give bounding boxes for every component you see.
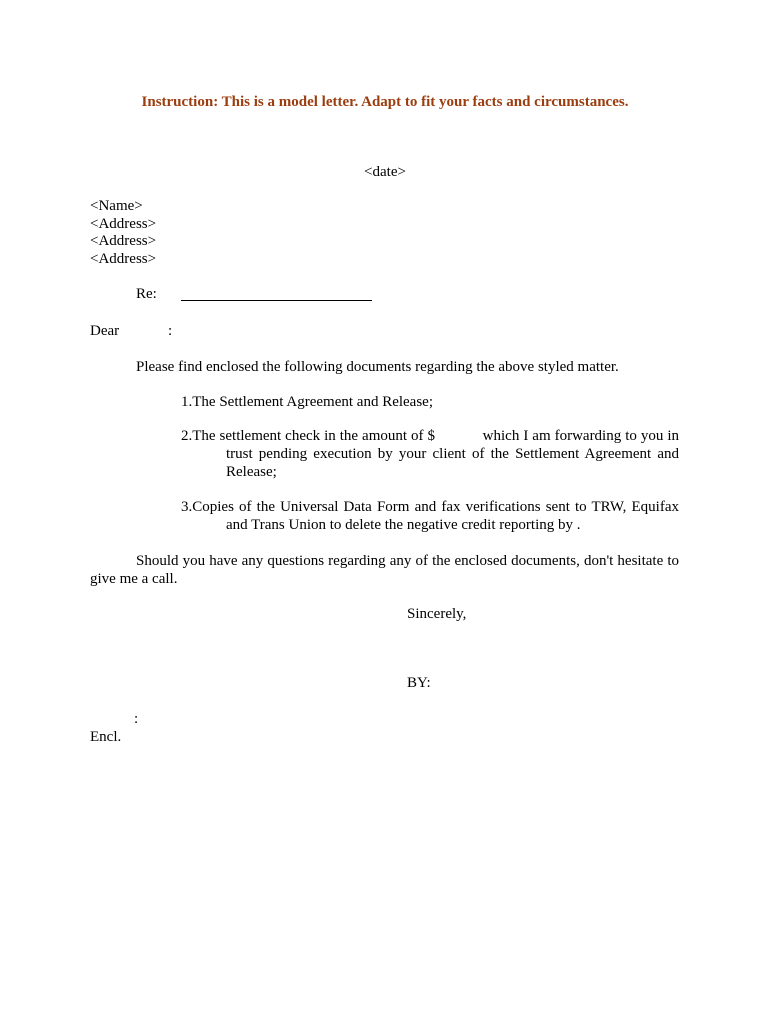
recipient-name: <Name>	[90, 198, 143, 214]
closing-paragraph-first-line: Should you have any questions regarding any of the enclosed documents, don't hesitate to	[136, 553, 679, 569]
date-placeholder: <date>	[364, 164, 406, 180]
recipient-address-block	[90, 198, 156, 268]
salutation-dear: Dear	[90, 323, 120, 339]
cc-colon: :	[134, 711, 139, 727]
signature-by-label: BY:	[407, 675, 431, 691]
enclosure-item-3-continuation: and Trans Union to delete the negative credit reporting by .	[226, 517, 581, 533]
enclosure-item-2-first-line: 2.The settlement check in the amount of $ which I am forwarding to you in	[181, 428, 679, 444]
recipient-address-line: <Address>	[90, 215, 157, 232]
enclosure-item-2	[181, 427, 679, 481]
sign-off: Sincerely,	[407, 606, 467, 622]
closing-paragraph	[90, 552, 679, 588]
enclosure-item-1: 1.The Settlement Agreement and Release;	[181, 394, 433, 410]
enclosure-item-2-continuation: trust pending execution by your client of the Settlement Agreement and Release;	[226, 446, 679, 480]
intro-paragraph: Please find enclosed the following documents regarding the above styled matter.	[136, 359, 619, 375]
closing-paragraph-continuation: give me a call.	[90, 571, 178, 587]
enclosure-label: Encl.	[90, 729, 122, 745]
re-label: Re:	[136, 286, 157, 302]
recipient-address-line: <Address>	[90, 250, 157, 267]
instruction-note: Instruction: This is a model letter. Adapt to fit your facts and circumstances.	[141, 94, 629, 110]
enclosure-item-3	[181, 498, 679, 534]
recipient-address-line: <Address>	[90, 233, 157, 249]
re-subject-blank-line	[181, 300, 372, 301]
salutation-colon: :	[168, 323, 173, 339]
enclosure-item-3-first-line: 3.Copies of the Universal Data Form and fax verifications sent to TRW, Equifax	[181, 499, 679, 515]
